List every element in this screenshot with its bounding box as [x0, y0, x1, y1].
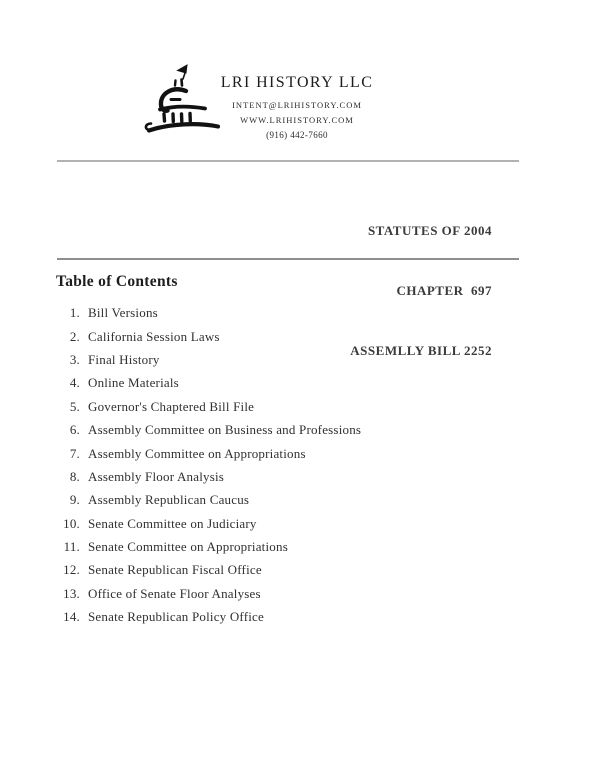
- toc-item: [57, 442, 537, 465]
- toc-item-label: Online Materials: [88, 375, 179, 391]
- toc-item: [57, 465, 537, 488]
- toc-item-number: 11.: [63, 539, 80, 555]
- toc-title: Table of Contents: [56, 273, 178, 290]
- toc-item: [57, 348, 537, 371]
- toc-item-number: 13.: [63, 585, 80, 601]
- toc-item-label: Office of Senate Floor Analyses: [88, 585, 261, 601]
- toc-item-number: 1.: [69, 305, 80, 321]
- toc-item: [57, 395, 537, 418]
- toc-item: [57, 606, 537, 629]
- toc-item-label: Assembly Committee on Appropriations: [88, 445, 306, 461]
- toc-item-number: 6.: [69, 422, 80, 438]
- divider-rule-top: [57, 160, 519, 162]
- toc-item: [57, 535, 537, 558]
- toc-item-label: Senate Republican Policy Office: [88, 609, 264, 625]
- company-email: INTENT@LRIHISTORY.COM: [232, 100, 362, 110]
- toc-item: [57, 325, 537, 348]
- toc-item-label: Assembly Committee on Business and Professions: [88, 422, 362, 438]
- toc-item-label: Governor's Chaptered Bill File: [88, 398, 255, 414]
- company-phone: (916) 442-7660: [266, 130, 328, 140]
- toc-item-label: Senate Committee on Judiciary: [88, 515, 257, 531]
- statutes-line: STATUTES OF 2004: [367, 223, 492, 238]
- toc-item: [57, 372, 537, 395]
- toc-item: [57, 559, 537, 582]
- toc-item-number: 12.: [63, 562, 80, 578]
- toc-item-label: Senate Committee on Appropriations: [88, 539, 288, 555]
- toc-item: [57, 489, 537, 512]
- toc-item-label: California Session Laws: [88, 328, 220, 344]
- chapter-line: CHAPTER 697: [396, 283, 492, 298]
- divider-rule-bottom: [57, 258, 519, 260]
- toc-item-number: 3.: [69, 351, 80, 367]
- toc-item: [57, 302, 537, 325]
- toc-item-number: 9.: [69, 492, 80, 508]
- toc-list: [57, 302, 537, 629]
- toc-item-number: 2.: [69, 328, 80, 344]
- toc-item: [57, 418, 537, 441]
- toc-item-label: Senate Republican Fiscal Office: [88, 562, 262, 578]
- toc-item-number: 5.: [69, 398, 80, 414]
- toc-item-number: 8.: [69, 468, 80, 484]
- toc-item-label: Assembly Republican Caucus: [88, 492, 250, 508]
- company-name: LRI HISTORY LLC: [220, 74, 374, 91]
- company-website: WWW.LRIHISTORY.COM: [240, 115, 354, 125]
- toc-item-label: Bill Versions: [88, 305, 158, 321]
- toc-item-label: Assembly Floor Analysis: [88, 468, 225, 484]
- toc-item-label: Final History: [88, 351, 160, 367]
- toc-item-number: 4.: [69, 375, 80, 391]
- bill-line: ASSEMLLY BILL 2252: [350, 343, 492, 358]
- toc-item-number: 7.: [69, 445, 80, 461]
- toc-item-number: 10.: [63, 515, 80, 531]
- toc-item: [57, 582, 537, 605]
- letterhead-text: [177, 74, 417, 140]
- toc-item: [57, 512, 537, 535]
- toc-item-number: 14.: [63, 609, 80, 625]
